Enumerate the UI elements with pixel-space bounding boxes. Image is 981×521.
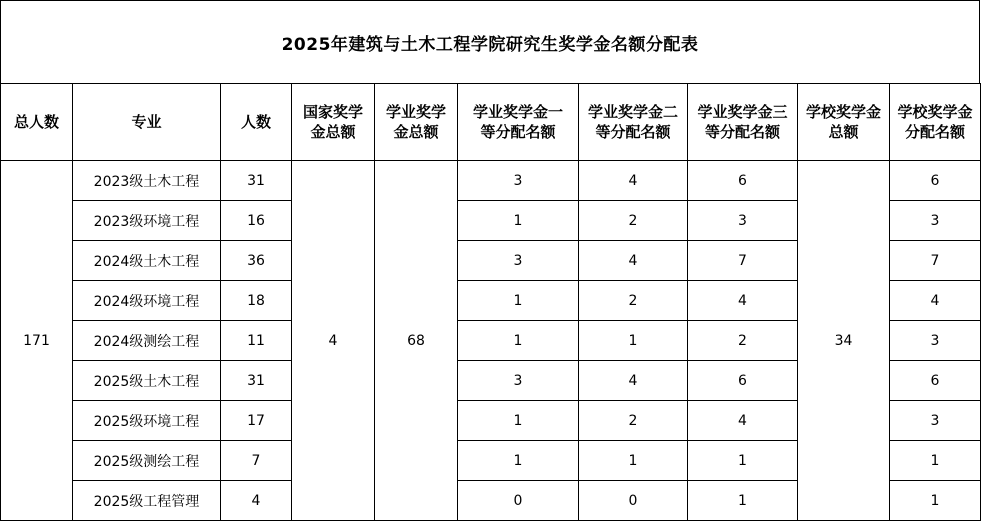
third-class-cell: 6 xyxy=(688,361,798,401)
second-class-cell: 2 xyxy=(579,401,688,441)
major-cell: 2025级环境工程 xyxy=(73,401,221,441)
first-class-cell: 0 xyxy=(458,481,579,521)
school-alloc-cell: 6 xyxy=(890,361,981,401)
header-school-total: 学校奖学金 总额 xyxy=(798,84,890,161)
second-class-cell: 1 xyxy=(579,321,688,361)
first-class-cell: 1 xyxy=(458,441,579,481)
school-alloc-cell: 4 xyxy=(890,281,981,321)
header-major: 专业 xyxy=(73,84,221,161)
third-class-cell: 3 xyxy=(688,201,798,241)
count-cell: 7 xyxy=(221,441,292,481)
first-class-cell: 1 xyxy=(458,321,579,361)
school-alloc-cell: 3 xyxy=(890,321,981,361)
major-cell: 2024级测绘工程 xyxy=(73,321,221,361)
count-cell: 36 xyxy=(221,241,292,281)
national-total-cell: 4 xyxy=(292,161,375,521)
third-class-cell: 2 xyxy=(688,321,798,361)
third-class-cell: 4 xyxy=(688,281,798,321)
header-total-people: 总人数 xyxy=(1,84,73,161)
major-cell: 2025级测绘工程 xyxy=(73,441,221,481)
count-cell: 4 xyxy=(221,481,292,521)
school-alloc-cell: 6 xyxy=(890,161,981,201)
third-class-cell: 6 xyxy=(688,161,798,201)
third-class-cell: 7 xyxy=(688,241,798,281)
major-cell: 2025级工程管理 xyxy=(73,481,221,521)
first-class-cell: 3 xyxy=(458,161,579,201)
first-class-cell: 3 xyxy=(458,361,579,401)
second-class-cell: 4 xyxy=(579,161,688,201)
header-academic-total: 学业奖学 金总额 xyxy=(375,84,458,161)
count-cell: 11 xyxy=(221,321,292,361)
first-class-cell: 1 xyxy=(458,281,579,321)
header-second-class: 学业奖学金二 等分配名额 xyxy=(579,84,688,161)
second-class-cell: 0 xyxy=(579,481,688,521)
third-class-cell: 1 xyxy=(688,441,798,481)
third-class-cell: 4 xyxy=(688,401,798,441)
third-class-cell: 1 xyxy=(688,481,798,521)
major-cell: 2023级环境工程 xyxy=(73,201,221,241)
major-cell: 2024级土木工程 xyxy=(73,241,221,281)
academic-total-cell: 68 xyxy=(375,161,458,521)
table-row xyxy=(1,161,981,201)
major-cell: 2023级土木工程 xyxy=(73,161,221,201)
school-total-cell: 34 xyxy=(798,161,890,521)
school-alloc-cell: 3 xyxy=(890,201,981,241)
school-alloc-cell: 7 xyxy=(890,241,981,281)
school-alloc-cell: 3 xyxy=(890,401,981,441)
first-class-cell: 3 xyxy=(458,241,579,281)
major-cell: 2024级环境工程 xyxy=(73,281,221,321)
first-class-cell: 1 xyxy=(458,401,579,441)
count-cell: 31 xyxy=(221,361,292,401)
second-class-cell: 2 xyxy=(579,281,688,321)
count-cell: 17 xyxy=(221,401,292,441)
total-people-cell: 171 xyxy=(1,161,73,521)
second-class-cell: 4 xyxy=(579,361,688,401)
header-national-total: 国家奖学 金总额 xyxy=(292,84,375,161)
header-third-class: 学业奖学金三 等分配名额 xyxy=(688,84,798,161)
header-row xyxy=(1,84,981,161)
header-first-class: 学业奖学金一 等分配名额 xyxy=(458,84,579,161)
count-cell: 16 xyxy=(221,201,292,241)
second-class-cell: 1 xyxy=(579,441,688,481)
header-count: 人数 xyxy=(221,84,292,161)
page-title: 2025年建筑与土木工程学院研究生奖学金名额分配表 xyxy=(0,0,980,84)
second-class-cell: 4 xyxy=(579,241,688,281)
school-alloc-cell: 1 xyxy=(890,481,981,521)
allocation-table xyxy=(0,83,981,521)
count-cell: 31 xyxy=(221,161,292,201)
first-class-cell: 1 xyxy=(458,201,579,241)
header-school-alloc: 学校奖学金 分配名额 xyxy=(890,84,981,161)
count-cell: 18 xyxy=(221,281,292,321)
major-cell: 2025级土木工程 xyxy=(73,361,221,401)
second-class-cell: 2 xyxy=(579,201,688,241)
school-alloc-cell: 1 xyxy=(890,441,981,481)
